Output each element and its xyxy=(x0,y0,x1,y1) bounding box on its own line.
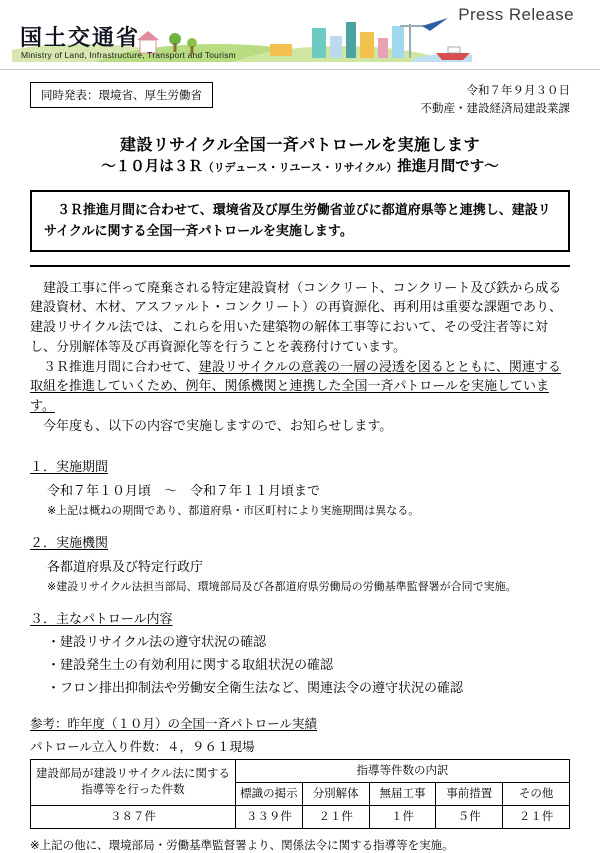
table-value-unreported: １件 xyxy=(369,805,436,828)
table-row-header xyxy=(31,759,570,782)
issuing-department: 不動産・建設経済局建設業課 xyxy=(420,103,570,116)
table-col-header-unreported: 無届工事 xyxy=(369,782,436,805)
section-agency xyxy=(30,532,570,594)
subtitle-suffix: 推進月間です～ xyxy=(397,158,499,175)
body-paragraph-3: 今年度も、以下の内容で実施しますので、お知らせします。 xyxy=(43,417,393,433)
table-col-header-other: その他 xyxy=(503,782,570,805)
section-contents xyxy=(30,608,570,696)
main-title: 建設リサイクル全国一斉パトロールを実施します xyxy=(119,136,481,154)
body-text xyxy=(30,278,570,436)
joint-release-box: 同時発表：環境省、厚生労働省 xyxy=(30,82,213,108)
section-contents-title: ３．主なパトロール内容 xyxy=(30,610,173,626)
divider-rule xyxy=(30,265,570,267)
section-period-note: ※上記は概ねの期間であり、都道府県・市区町村により実施期間は異なる。 xyxy=(47,504,420,517)
table-header-breakdown: 指導等件数の内訳 xyxy=(236,759,570,782)
body-paragraph-2 xyxy=(30,357,570,416)
section-period-value: 令和７年１０月頃 ～ 令和７年１１月頃まで xyxy=(47,482,321,498)
ministry-name-en: Ministry of Land, Infrastructure, Transport and Tourism xyxy=(21,50,236,60)
table-value-signage: ３３９件 xyxy=(236,805,303,828)
body-paragraph-2-lead: ３Ｒ推進月間に合わせて、 xyxy=(43,358,199,374)
title-block xyxy=(0,134,600,178)
body-paragraph-1: 建設工事に伴って廃棄される特定建設資材（コンクリート、コンクリート及び鉄から成る建設資材、木材、アスファルト・コンクリート）の再資源化、再利用は重要な課題であり、建設リサイクル法では、これらを用いた建築物の解体工事等において、その受注者等に対し、分別解体等及び再資源化等を行うことを義務付けています。 xyxy=(30,279,562,354)
footnote: ※上記の他に、環境部局・労働基準監督署より、関係法令に関する指導等を実施。 xyxy=(30,839,454,852)
patrol-count: パトロール立入り件数：４，９６１現場 xyxy=(30,739,255,754)
patrol-item-1: ・建設リサイクル法の遵守状況の確認 xyxy=(47,633,267,649)
reference-block xyxy=(30,714,570,755)
body-paragraph-2-underlined: 建設リサイクルの意義の一層の浸透を図るとともに、関連する取組を推進していくため、例年、関係機関と連携した全国一斉パトロールを実施しています。 xyxy=(30,358,561,414)
section-agency-title: ２．実施機関 xyxy=(30,534,109,550)
patrol-item-2: ・建設発生土の有効利用に関する取組状況の確認 xyxy=(47,656,334,672)
meta-row xyxy=(30,82,570,119)
sections xyxy=(0,456,600,696)
subtitle xyxy=(0,157,600,178)
subtitle-paren: （リデュース・リユース・リサイクル） xyxy=(202,161,398,174)
table-header-left: 建設部局が建設リサイクル法に関する指導等を行った件数 xyxy=(31,759,236,805)
date-block xyxy=(421,82,571,119)
table-col-header-premeasure: 事前措置 xyxy=(436,782,503,805)
reference-heading: 参考：昨年度（１０月）の全国一斉パトロール実績 xyxy=(30,716,318,731)
summary-box: ３Ｒ推進月間に合わせて、環境省及び厚生労働省並びに都道府県等と連携し、建設リサイクルに関する全国一斉パトロールを実施します。 xyxy=(30,190,570,252)
patrol-item-3: ・フロン排出抑制法や労働安全衛生法など、関連法令の遵守状況の確認 xyxy=(47,679,464,695)
header xyxy=(0,0,600,70)
table-col-header-signage: 標識の掲示 xyxy=(236,782,303,805)
table-value-premeasure: ５件 xyxy=(436,805,503,828)
section-agency-note: ※建設リサイクル法担当部局、環境部局及び各都道府県労働局の労働基準監督署が合同で実施。 xyxy=(47,580,517,593)
table-value-other: ２１件 xyxy=(503,805,570,828)
table-value-sorting: ２１件 xyxy=(302,805,369,828)
release-date: 令和７年９月３０日 xyxy=(466,85,570,97)
section-period xyxy=(30,456,570,518)
subtitle-prefix: ～１０月は３Ｒ xyxy=(101,158,203,175)
press-release-label: Press Release xyxy=(458,5,574,24)
table-col-header-sorting: 分別解体 xyxy=(302,782,369,805)
table-value-total: ３８７件 xyxy=(31,805,236,828)
ministry-logo: 国土交通省 xyxy=(20,25,141,50)
section-agency-value: 各都道府県及び特定行政庁 xyxy=(47,558,204,574)
section-period-title: １．実施期間 xyxy=(30,458,109,474)
table-row-values xyxy=(31,805,570,828)
results-table xyxy=(30,759,570,829)
